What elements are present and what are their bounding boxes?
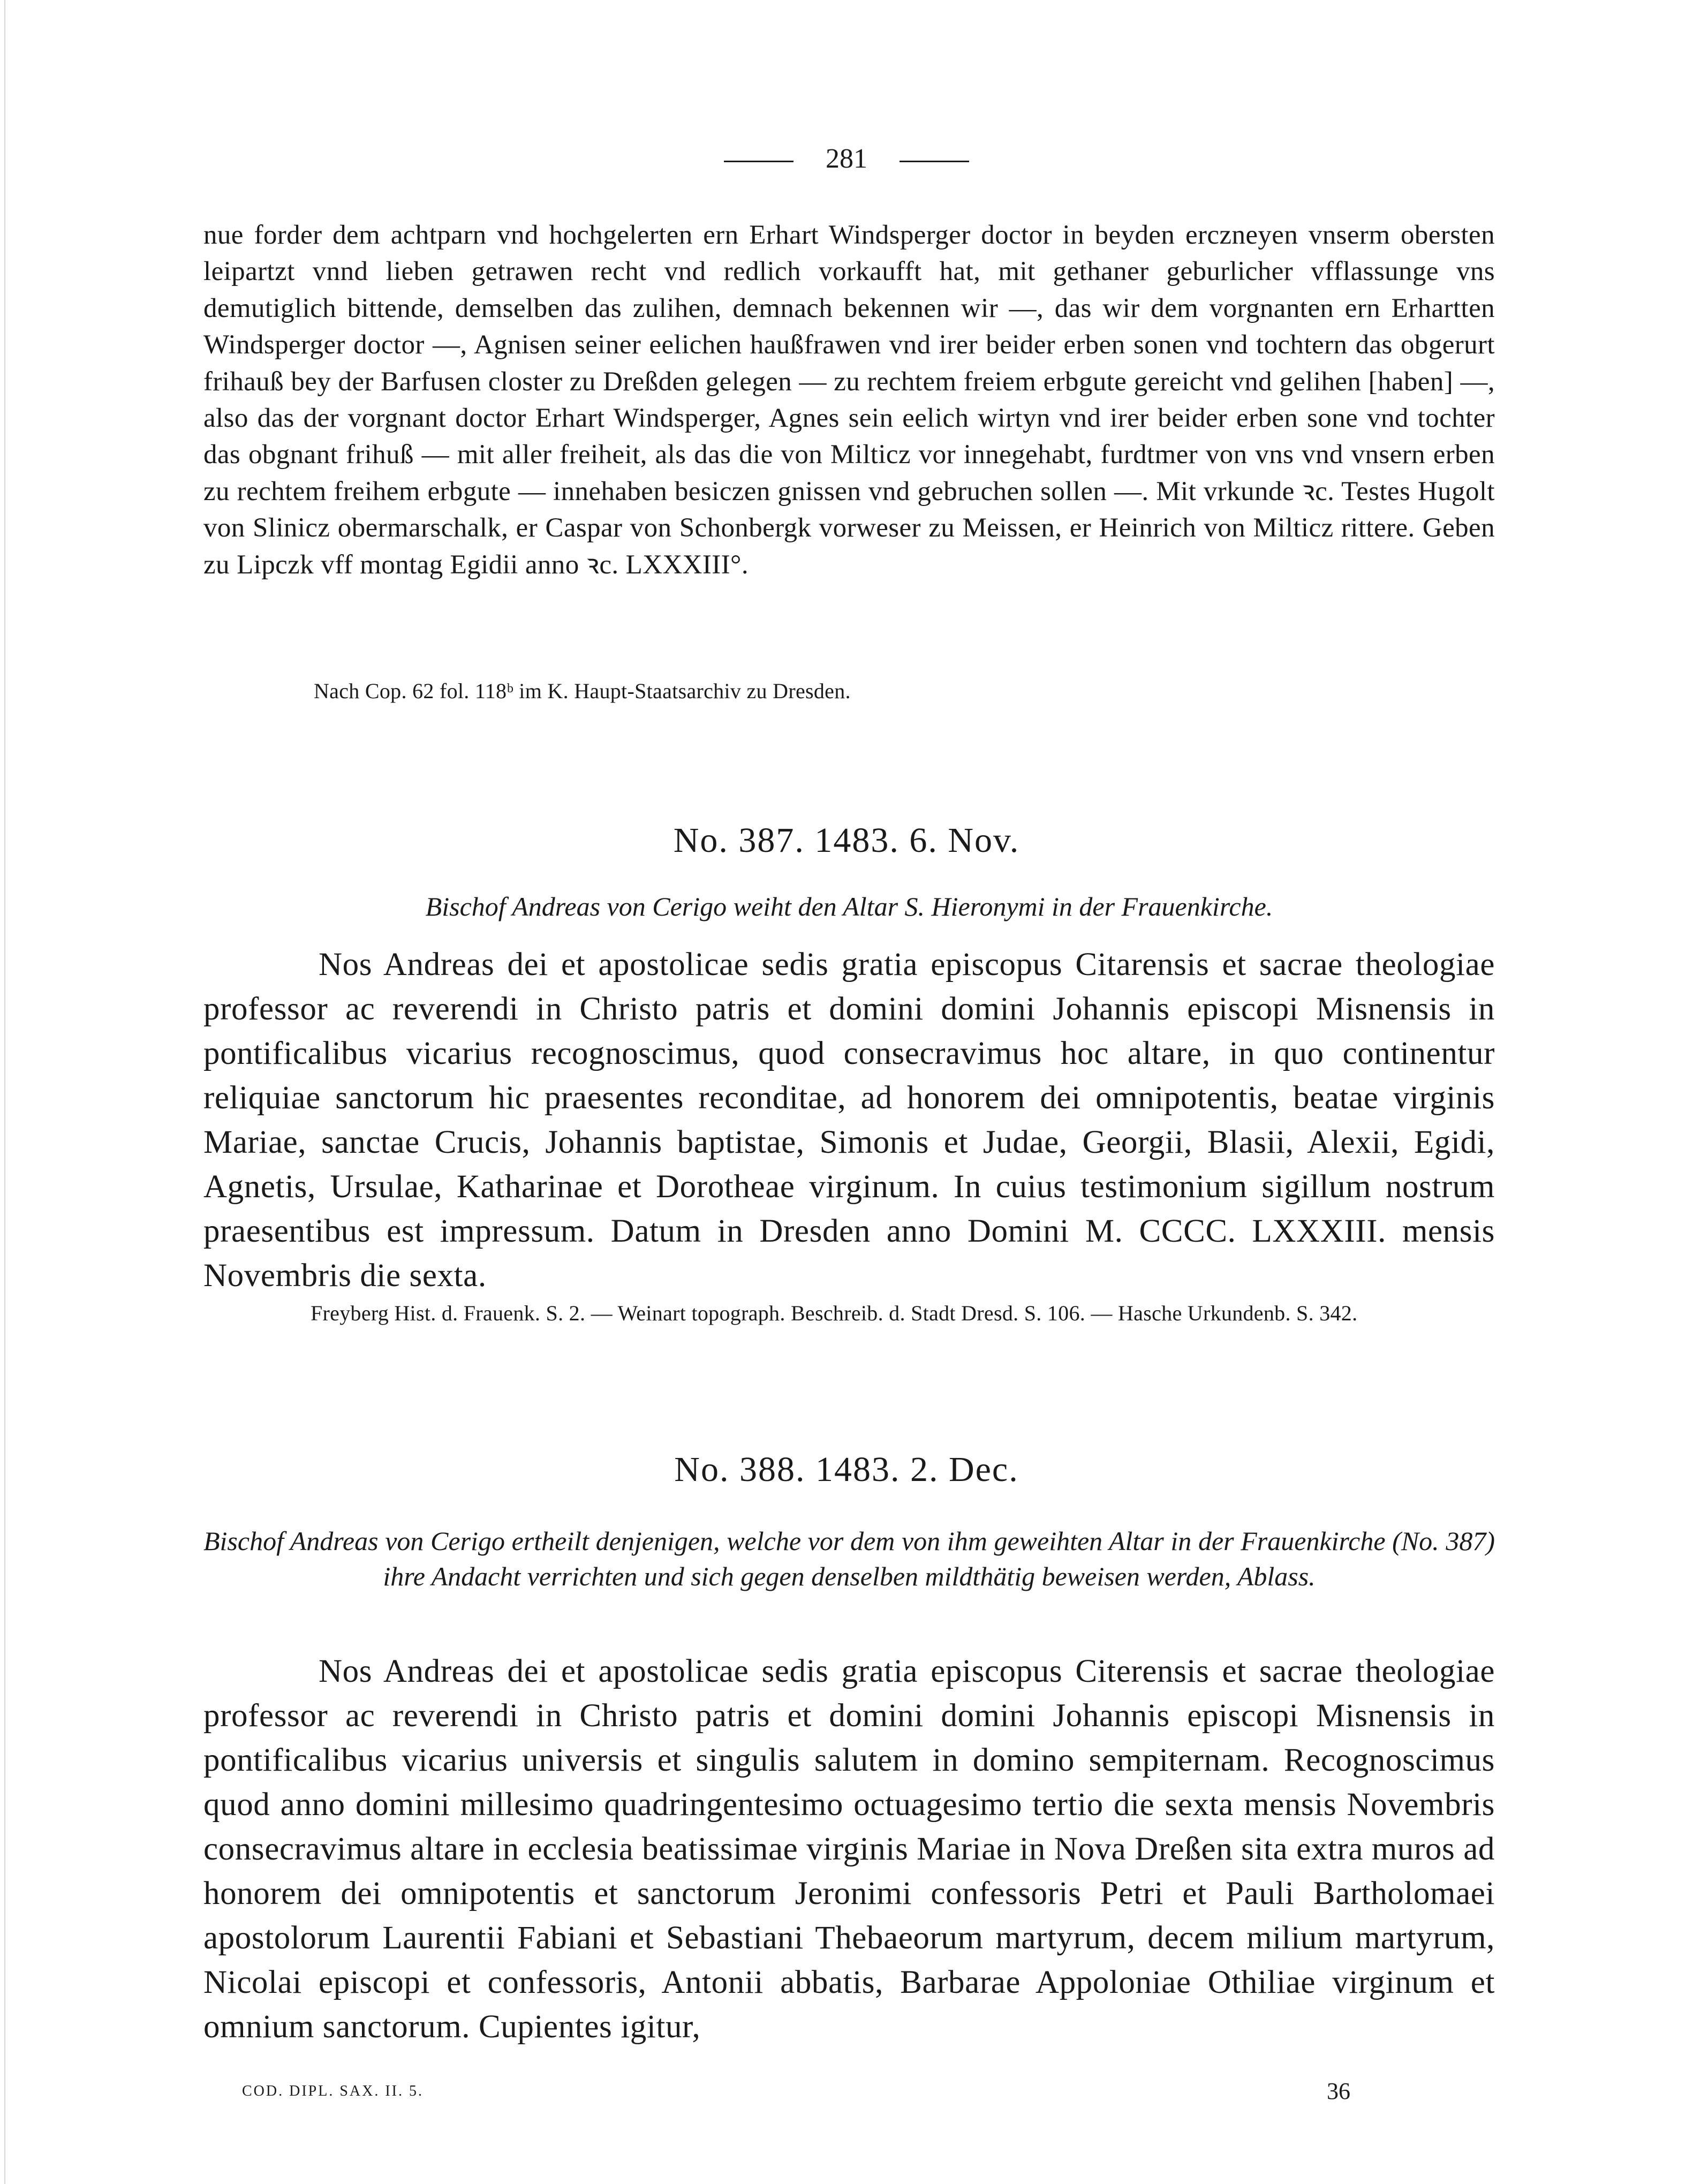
header-rule-left xyxy=(724,161,793,162)
document-387-heading: No. 387. 1483. 6. Nov. xyxy=(673,821,1020,860)
continuation-block xyxy=(203,217,1495,583)
document-387-regest: Bischof Andreas von Cerigo weiht den Altar S. Hieronymi in der Frauenkirche. xyxy=(425,891,1273,921)
footer-signature-mark: COD. DIPL. SAX. II. 5. xyxy=(242,2083,424,2099)
document-388-regest: Bischof Andreas von Cerigo ertheilt denjenigen, welche vor dem von ihm geweihten Altar in der Frauenkirche (No. 387) ihre Andacht verrichten und sich gegen denselben mildthätig beweisen werden, Ablass. xyxy=(203,1526,1495,1591)
continuation-text: nue forder dem achtparn vnd hochgelerten ern Erhart Windsperger doctor in beyden erczneyen vnserm obersten leipartzt vnnd lieben getrawen recht vnd redlich vorkaufft hat, mit gethaner geburlicher vfflassunge vns demutiglich bittende, demselben das zulihen, demnach bekennen wir —, das wir dem vorgnanten ern Erhartten Windsperger doctor —, Agnisen seiner eelichen haußfrawen vnd irer beider erben sonen vnd tochtern das obgerurt frihauß bey der Barfusen closter zu Dreßden gelegen — zu rechtem freiem erbgute gereicht vnd gelihen [haben] —, also das der vorgnant doctor Erhart Windsperger, Agnes sein eelich wirtyn vnd irer beider erben sone vnd tochter das obgnant frihuß — mit aller freiheit, als das die von Milticz vor innegehabt, furdtmer von vns vnd vnsern erben zu rechtem freihem erbgute — innehaben besiczen gnissen vnd gebruchen sollen —. Mit vrkunde ꝛc. Testes Hugolt von Slinicz obermarschalk, er Caspar von Schonbergk vorweser zu Meissen, er Heinrich von Milticz rittere. Geben zu Lipczk vff montag Egidii anno ꝛc. LXXXIII°. xyxy=(203,220,1495,580)
document-387-body xyxy=(203,942,1495,1298)
page-header xyxy=(0,140,1693,178)
page-edge-line xyxy=(4,0,5,2184)
document-388-text: Nos Andreas dei et apostolicae sedis gratia episcopus Citerensis et sacrae theologiae professor ac reverendi in Christo patris et domini domini Johannis episcopi Misnensis in pontificalibus vicarius universis et singulis salutem in domino sempiternam. Recognoscimus quod anno domini millesimo quadringentesimo octuagesimo tertio die sexta mensis Novembris consecravimus altare in ecclesia beatissimae virginis Mariae in Nova Dreßen sita extra muros ad honorem dei omnipotentis et sanctorum Jeronimi confessoris Petri et Pauli Bartholomaei apostolorum Laurentii Fabiani et Sebastiani Thebaeorum martyrum, decem milium martyrum, Nicolai episcopi et confessoris, Antonii abbatis, Barbarae Appoloniae Othiliae virginum et omnium sanctorum. Cupientes igitur, xyxy=(203,1653,1495,2045)
continuation-source-note: Nach Cop. 62 fol. 118ᵇ im K. Haupt-Staatsarchiv zu Dresden. xyxy=(314,679,851,703)
document-388-body xyxy=(203,1649,1495,2049)
document-387-text: Nos Andreas dei et apostolicae sedis gratia episcopus Citarensis et sacrae theologiae professor ac reverendi in Christo patris et domini domini Johannis episcopi Misnensis in pontificalibus vicarius recognoscimus, quod consecravimus hoc altare, in quo continentur reliquiae sanctorum hic praesentes reconditae, ad honorem dei omnipotentis, beatae virginis Mariae, sanctae Crucis, Johannis baptistae, Simonis et Judae, Georgii, Blasii, Alexii, Egidi, Agnetis, Ursulae, Katharinae et Dorotheae virginum. In cuius testimonium sigillum nostrum praesentibus est impressum. Datum in Dresden anno Domini M. CCCC. LXXXIII. mensis Novembris die sexta. xyxy=(203,947,1495,1294)
header-rule-right xyxy=(900,161,969,162)
page-footer xyxy=(0,2077,1693,2110)
document-387-source-note: Freyberg Hist. d. Frauenk. S. 2. — Weinart topograph. Beschreib. d. Stadt Dresd. S. 106. — Hasche Urkundenb. S. 342. xyxy=(311,1301,1358,1325)
document-388-heading: No. 388. 1483. 2. Dec. xyxy=(674,1450,1019,1489)
page-number: 281 xyxy=(826,143,867,174)
footer-sheet-number: 36 xyxy=(1327,2078,1350,2104)
